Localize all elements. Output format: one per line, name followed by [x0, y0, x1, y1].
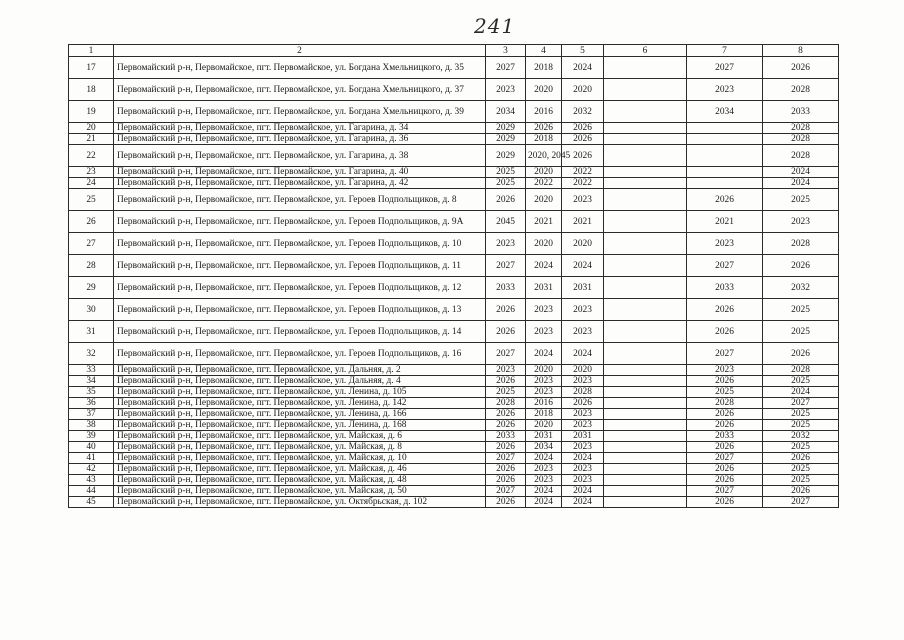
- col3-cell: 2027: [486, 486, 526, 497]
- col3-cell: 2029: [486, 134, 526, 145]
- col7-cell: 2028: [687, 398, 763, 409]
- row-number: 19: [69, 101, 114, 123]
- col6-cell: [604, 442, 687, 453]
- col6-cell: [604, 123, 687, 134]
- column-header: 1: [69, 45, 114, 57]
- address-cell: Первомайский р-н, Первомайское, пгт. Первомайское, ул. Героев Подпольщиков, д. 14: [114, 321, 486, 343]
- row-number: 17: [69, 57, 114, 79]
- row-number: 42: [69, 464, 114, 475]
- col7-cell: [687, 145, 763, 167]
- address-cell: Первомайский р-н, Первомайское, пгт. Первомайское, ул. Майская, д. 48: [114, 475, 486, 486]
- col8-cell: 2027: [763, 497, 839, 508]
- address-cell: Первомайский р-н, Первомайское, пгт. Первомайское, ул. Героев Подпольщиков, д. 12: [114, 277, 486, 299]
- col7-cell: 2027: [687, 255, 763, 277]
- col6-cell: [604, 211, 687, 233]
- table-row: [69, 420, 839, 431]
- col3-cell: 2025: [486, 387, 526, 398]
- col6-cell: [604, 277, 687, 299]
- address-cell: Первомайский р-н, Первомайское, пгт. Первомайское, ул. Гагарина, д. 38: [114, 145, 486, 167]
- address-cell: Первомайский р-н, Первомайское, пгт. Первомайское, ул. Октябрьская, д. 102: [114, 497, 486, 508]
- col5-cell: 2020: [562, 233, 604, 255]
- col5-cell: 2023: [562, 376, 604, 387]
- col5-cell: 2023: [562, 420, 604, 431]
- col7-cell: 2025: [687, 387, 763, 398]
- table-row: [69, 365, 839, 376]
- col8-cell: 2028: [763, 365, 839, 376]
- address-cell: Первомайский р-н, Первомайское, пгт. Первомайское, ул. Богдана Хмельницкого, д. 35: [114, 57, 486, 79]
- col5-cell: 2026: [562, 145, 604, 167]
- col4-cell: 2031: [526, 431, 562, 442]
- col6-cell: [604, 233, 687, 255]
- col6-cell: [604, 167, 687, 178]
- col4-cell: 2020: [526, 79, 562, 101]
- col6-cell: [604, 101, 687, 123]
- row-number: 25: [69, 189, 114, 211]
- col6-cell: [604, 420, 687, 431]
- col6-cell: [604, 145, 687, 167]
- row-number: 34: [69, 376, 114, 387]
- col7-cell: 2026: [687, 497, 763, 508]
- col3-cell: 2026: [486, 376, 526, 387]
- col7-cell: 2027: [687, 486, 763, 497]
- table-row: [69, 442, 839, 453]
- col4-cell: 2034: [526, 442, 562, 453]
- col4-cell: 2021: [526, 211, 562, 233]
- col3-cell: 2026: [486, 321, 526, 343]
- col7-cell: 2027: [687, 343, 763, 365]
- col6-cell: [604, 475, 687, 486]
- col3-cell: 2023: [486, 365, 526, 376]
- row-number: 35: [69, 387, 114, 398]
- col8-cell: 2026: [763, 486, 839, 497]
- col5-cell: 2024: [562, 343, 604, 365]
- col3-cell: 2026: [486, 299, 526, 321]
- address-cell: Первомайский р-н, Первомайское, пгт. Первомайское, ул. Героев Подпольщиков, д. 13: [114, 299, 486, 321]
- col3-cell: 2026: [486, 464, 526, 475]
- column-header: 3: [486, 45, 526, 57]
- col3-cell: 2027: [486, 343, 526, 365]
- col5-cell: 2024: [562, 486, 604, 497]
- address-cell: Первомайский р-н, Первомайское, пгт. Первомайское, ул. Гагарина, д. 42: [114, 178, 486, 189]
- col8-cell: 2026: [763, 453, 839, 464]
- col6-cell: [604, 178, 687, 189]
- col3-cell: 2026: [486, 420, 526, 431]
- row-number: 29: [69, 277, 114, 299]
- col4-cell: 2020: [526, 233, 562, 255]
- col3-cell: 2026: [486, 475, 526, 486]
- col3-cell: 2029: [486, 145, 526, 167]
- row-number: 30: [69, 299, 114, 321]
- col8-cell: 2025: [763, 376, 839, 387]
- col6-cell: [604, 398, 687, 409]
- table-row: [69, 233, 839, 255]
- col6-cell: [604, 486, 687, 497]
- col4-cell: 2023: [526, 475, 562, 486]
- col6-cell: [604, 431, 687, 442]
- col4-cell: 2026: [526, 123, 562, 134]
- row-number: 36: [69, 398, 114, 409]
- col3-cell: 2033: [486, 277, 526, 299]
- address-cell: Первомайский р-н, Первомайское, пгт. Первомайское, ул. Героев Подпольщиков, д. 8: [114, 189, 486, 211]
- address-cell: Первомайский р-н, Первомайское, пгт. Первомайское, ул. Ленина, д. 105: [114, 387, 486, 398]
- table-row: [69, 79, 839, 101]
- col3-cell: 2026: [486, 442, 526, 453]
- row-number: 45: [69, 497, 114, 508]
- row-number: 32: [69, 343, 114, 365]
- col8-cell: 2024: [763, 178, 839, 189]
- col6-cell: [604, 497, 687, 508]
- table-row: [69, 167, 839, 178]
- col7-cell: 2033: [687, 431, 763, 442]
- col8-cell: 2025: [763, 321, 839, 343]
- col3-cell: 2025: [486, 167, 526, 178]
- col5-cell: 2024: [562, 497, 604, 508]
- table-body: [69, 57, 839, 508]
- header-row: [69, 45, 839, 57]
- col6-cell: [604, 365, 687, 376]
- col5-cell: 2021: [562, 211, 604, 233]
- col8-cell: 2032: [763, 431, 839, 442]
- table-row: [69, 343, 839, 365]
- row-number: 22: [69, 145, 114, 167]
- col6-cell: [604, 343, 687, 365]
- col5-cell: 2031: [562, 277, 604, 299]
- col4-cell: 2020: [526, 189, 562, 211]
- col3-cell: 2026: [486, 409, 526, 420]
- col4-cell: 2016: [526, 398, 562, 409]
- col7-cell: 2026: [687, 475, 763, 486]
- col3-cell: 2045: [486, 211, 526, 233]
- col7-cell: 2023: [687, 365, 763, 376]
- col8-cell: 2033: [763, 101, 839, 123]
- column-header: 8: [763, 45, 839, 57]
- col4-cell: 2031: [526, 277, 562, 299]
- col4-cell: 2020: [526, 420, 562, 431]
- row-number: 24: [69, 178, 114, 189]
- col3-cell: 2027: [486, 453, 526, 464]
- col5-cell: 2023: [562, 409, 604, 420]
- table-row: [69, 387, 839, 398]
- col5-cell: 2023: [562, 442, 604, 453]
- row-number: 31: [69, 321, 114, 343]
- col5-cell: 2022: [562, 167, 604, 178]
- col4-cell: 2024: [526, 497, 562, 508]
- col6-cell: [604, 453, 687, 464]
- col8-cell: 2027: [763, 398, 839, 409]
- col6-cell: [604, 134, 687, 145]
- row-number: 28: [69, 255, 114, 277]
- table-row: [69, 101, 839, 123]
- col7-cell: 2023: [687, 233, 763, 255]
- col8-cell: 2028: [763, 233, 839, 255]
- col4-cell: 2018: [526, 409, 562, 420]
- housing-register-table: [68, 44, 839, 508]
- col7-cell: 2026: [687, 189, 763, 211]
- col5-cell: 2023: [562, 464, 604, 475]
- col5-cell: 2023: [562, 189, 604, 211]
- row-number: 21: [69, 134, 114, 145]
- col8-cell: 2028: [763, 79, 839, 101]
- row-number: 38: [69, 420, 114, 431]
- col7-cell: 2033: [687, 277, 763, 299]
- col8-cell: 2025: [763, 442, 839, 453]
- table-row: [69, 398, 839, 409]
- col7-cell: [687, 134, 763, 145]
- col4-cell: 2023: [526, 376, 562, 387]
- col5-cell: 2023: [562, 475, 604, 486]
- col4-cell: 2020, 2045: [526, 145, 562, 167]
- col5-cell: 2026: [562, 134, 604, 145]
- address-cell: Первомайский р-н, Первомайское, пгт. Первомайское, ул. Дальняя, д. 4: [114, 376, 486, 387]
- col8-cell: 2028: [763, 134, 839, 145]
- table-row: [69, 299, 839, 321]
- table-row: [69, 497, 839, 508]
- col6-cell: [604, 255, 687, 277]
- address-cell: Первомайский р-н, Первомайское, пгт. Первомайское, ул. Майская, д. 46: [114, 464, 486, 475]
- col6-cell: [604, 464, 687, 475]
- address-cell: Первомайский р-н, Первомайское, пгт. Первомайское, ул. Ленина, д. 142: [114, 398, 486, 409]
- address-cell: Первомайский р-н, Первомайское, пгт. Первомайское, ул. Ленина, д. 168: [114, 420, 486, 431]
- col4-cell: 2023: [526, 299, 562, 321]
- address-cell: Первомайский р-н, Первомайское, пгт. Первомайское, ул. Героев Подпольщиков, д. 10: [114, 233, 486, 255]
- col3-cell: 2033: [486, 431, 526, 442]
- row-number: 37: [69, 409, 114, 420]
- col7-cell: 2026: [687, 376, 763, 387]
- address-cell: Первомайский р-н, Первомайское, пгт. Первомайское, ул. Гагарина, д. 34: [114, 123, 486, 134]
- col7-cell: 2027: [687, 57, 763, 79]
- col4-cell: 2020: [526, 167, 562, 178]
- col7-cell: 2026: [687, 464, 763, 475]
- address-cell: Первомайский р-н, Первомайское, пгт. Первомайское, ул. Майская, д. 10: [114, 453, 486, 464]
- row-number: 43: [69, 475, 114, 486]
- row-number: 23: [69, 167, 114, 178]
- column-header: 6: [604, 45, 687, 57]
- col4-cell: 2018: [526, 134, 562, 145]
- col8-cell: 2025: [763, 409, 839, 420]
- address-cell: Первомайский р-н, Первомайское, пгт. Первомайское, ул. Майская, д. 50: [114, 486, 486, 497]
- col7-cell: 2026: [687, 420, 763, 431]
- col5-cell: 2024: [562, 57, 604, 79]
- col6-cell: [604, 79, 687, 101]
- address-cell: Первомайский р-н, Первомайское, пгт. Первомайское, ул. Героев Подпольщиков, д. 11: [114, 255, 486, 277]
- col4-cell: 2023: [526, 387, 562, 398]
- table-row: [69, 431, 839, 442]
- col7-cell: [687, 123, 763, 134]
- col4-cell: 2022: [526, 178, 562, 189]
- col6-cell: [604, 299, 687, 321]
- col5-cell: 2026: [562, 123, 604, 134]
- address-cell: Первомайский р-н, Первомайское, пгт. Первомайское, ул. Ленина, д. 166: [114, 409, 486, 420]
- column-header: 5: [562, 45, 604, 57]
- address-cell: Первомайский р-н, Первомайское, пгт. Первомайское, ул. Героев Подпольщиков, д. 9А: [114, 211, 486, 233]
- address-cell: Первомайский р-н, Первомайское, пгт. Первомайское, ул. Дальняя, д. 2: [114, 365, 486, 376]
- col5-cell: 2023: [562, 299, 604, 321]
- row-number: 27: [69, 233, 114, 255]
- col5-cell: 2032: [562, 101, 604, 123]
- col6-cell: [604, 376, 687, 387]
- col4-cell: 2024: [526, 343, 562, 365]
- column-header: 4: [526, 45, 562, 57]
- col5-cell: 2023: [562, 321, 604, 343]
- address-cell: Первомайский р-н, Первомайское, пгт. Первомайское, ул. Майская, д. 8: [114, 442, 486, 453]
- row-number: 39: [69, 431, 114, 442]
- col4-cell: 2023: [526, 464, 562, 475]
- table-row: [69, 486, 839, 497]
- col6-cell: [604, 387, 687, 398]
- col7-cell: 2023: [687, 79, 763, 101]
- col8-cell: 2028: [763, 145, 839, 167]
- row-number: 40: [69, 442, 114, 453]
- col5-cell: 2020: [562, 79, 604, 101]
- table-row: [69, 321, 839, 343]
- col3-cell: 2027: [486, 57, 526, 79]
- col3-cell: 2027: [486, 255, 526, 277]
- col6-cell: [604, 321, 687, 343]
- col8-cell: 2024: [763, 387, 839, 398]
- table-row: [69, 453, 839, 464]
- col7-cell: 2034: [687, 101, 763, 123]
- table-row: [69, 134, 839, 145]
- col4-cell: 2023: [526, 321, 562, 343]
- col8-cell: 2026: [763, 255, 839, 277]
- col4-cell: 2024: [526, 255, 562, 277]
- col7-cell: 2026: [687, 299, 763, 321]
- col4-cell: 2020: [526, 365, 562, 376]
- col8-cell: 2032: [763, 277, 839, 299]
- row-number: 41: [69, 453, 114, 464]
- col7-cell: [687, 178, 763, 189]
- col8-cell: 2025: [763, 189, 839, 211]
- row-number: 26: [69, 211, 114, 233]
- col5-cell: 2020: [562, 365, 604, 376]
- page-number: 241: [474, 14, 516, 38]
- col4-cell: 2024: [526, 486, 562, 497]
- col4-cell: 2024: [526, 453, 562, 464]
- col7-cell: 2027: [687, 453, 763, 464]
- col7-cell: 2026: [687, 442, 763, 453]
- table-row: [69, 464, 839, 475]
- col8-cell: 2026: [763, 343, 839, 365]
- col8-cell: 2028: [763, 123, 839, 134]
- col7-cell: 2021: [687, 211, 763, 233]
- col7-cell: [687, 167, 763, 178]
- col3-cell: 2028: [486, 398, 526, 409]
- table-row: [69, 123, 839, 134]
- col8-cell: 2024: [763, 167, 839, 178]
- table-row: [69, 145, 839, 167]
- col5-cell: 2022: [562, 178, 604, 189]
- col3-cell: 2029: [486, 123, 526, 134]
- col8-cell: 2023: [763, 211, 839, 233]
- col6-cell: [604, 57, 687, 79]
- address-cell: Первомайский р-н, Первомайское, пгт. Первомайское, ул. Гагарина, д. 36: [114, 134, 486, 145]
- table-row: [69, 178, 839, 189]
- table-row: [69, 475, 839, 486]
- column-header: 2: [114, 45, 486, 57]
- table-row: [69, 376, 839, 387]
- col8-cell: 2025: [763, 420, 839, 431]
- address-cell: Первомайский р-н, Первомайское, пгт. Первомайское, ул. Героев Подпольщиков, д. 16: [114, 343, 486, 365]
- table-row: [69, 277, 839, 299]
- col7-cell: 2026: [687, 321, 763, 343]
- col3-cell: 2026: [486, 497, 526, 508]
- address-cell: Первомайский р-н, Первомайское, пгт. Первомайское, ул. Гагарина, д. 40: [114, 167, 486, 178]
- col8-cell: 2026: [763, 57, 839, 79]
- col5-cell: 2024: [562, 255, 604, 277]
- col5-cell: 2024: [562, 453, 604, 464]
- col4-cell: 2018: [526, 57, 562, 79]
- table-row: [69, 409, 839, 420]
- col8-cell: 2025: [763, 475, 839, 486]
- address-cell: Первомайский р-н, Первомайское, пгт. Первомайское, ул. Майская, д. 6: [114, 431, 486, 442]
- row-number: 44: [69, 486, 114, 497]
- col5-cell: 2026: [562, 398, 604, 409]
- col5-cell: 2031: [562, 431, 604, 442]
- table-row: [69, 189, 839, 211]
- column-header: 7: [687, 45, 763, 57]
- row-number: 33: [69, 365, 114, 376]
- col3-cell: 2023: [486, 233, 526, 255]
- table-row: [69, 57, 839, 79]
- col8-cell: 2025: [763, 299, 839, 321]
- table-row: [69, 211, 839, 233]
- col5-cell: 2028: [562, 387, 604, 398]
- table-row: [69, 255, 839, 277]
- col3-cell: 2023: [486, 79, 526, 101]
- col8-cell: 2025: [763, 464, 839, 475]
- col3-cell: 2034: [486, 101, 526, 123]
- col3-cell: 2026: [486, 189, 526, 211]
- col4-cell: 2016: [526, 101, 562, 123]
- row-number: 20: [69, 123, 114, 134]
- row-number: 18: [69, 79, 114, 101]
- col7-cell: 2026: [687, 409, 763, 420]
- col3-cell: 2025: [486, 178, 526, 189]
- address-cell: Первомайский р-н, Первомайское, пгт. Первомайское, ул. Богдана Хмельницкого, д. 37: [114, 79, 486, 101]
- address-cell: Первомайский р-н, Первомайское, пгт. Первомайское, ул. Богдана Хмельницкого, д. 39: [114, 101, 486, 123]
- col6-cell: [604, 189, 687, 211]
- col6-cell: [604, 409, 687, 420]
